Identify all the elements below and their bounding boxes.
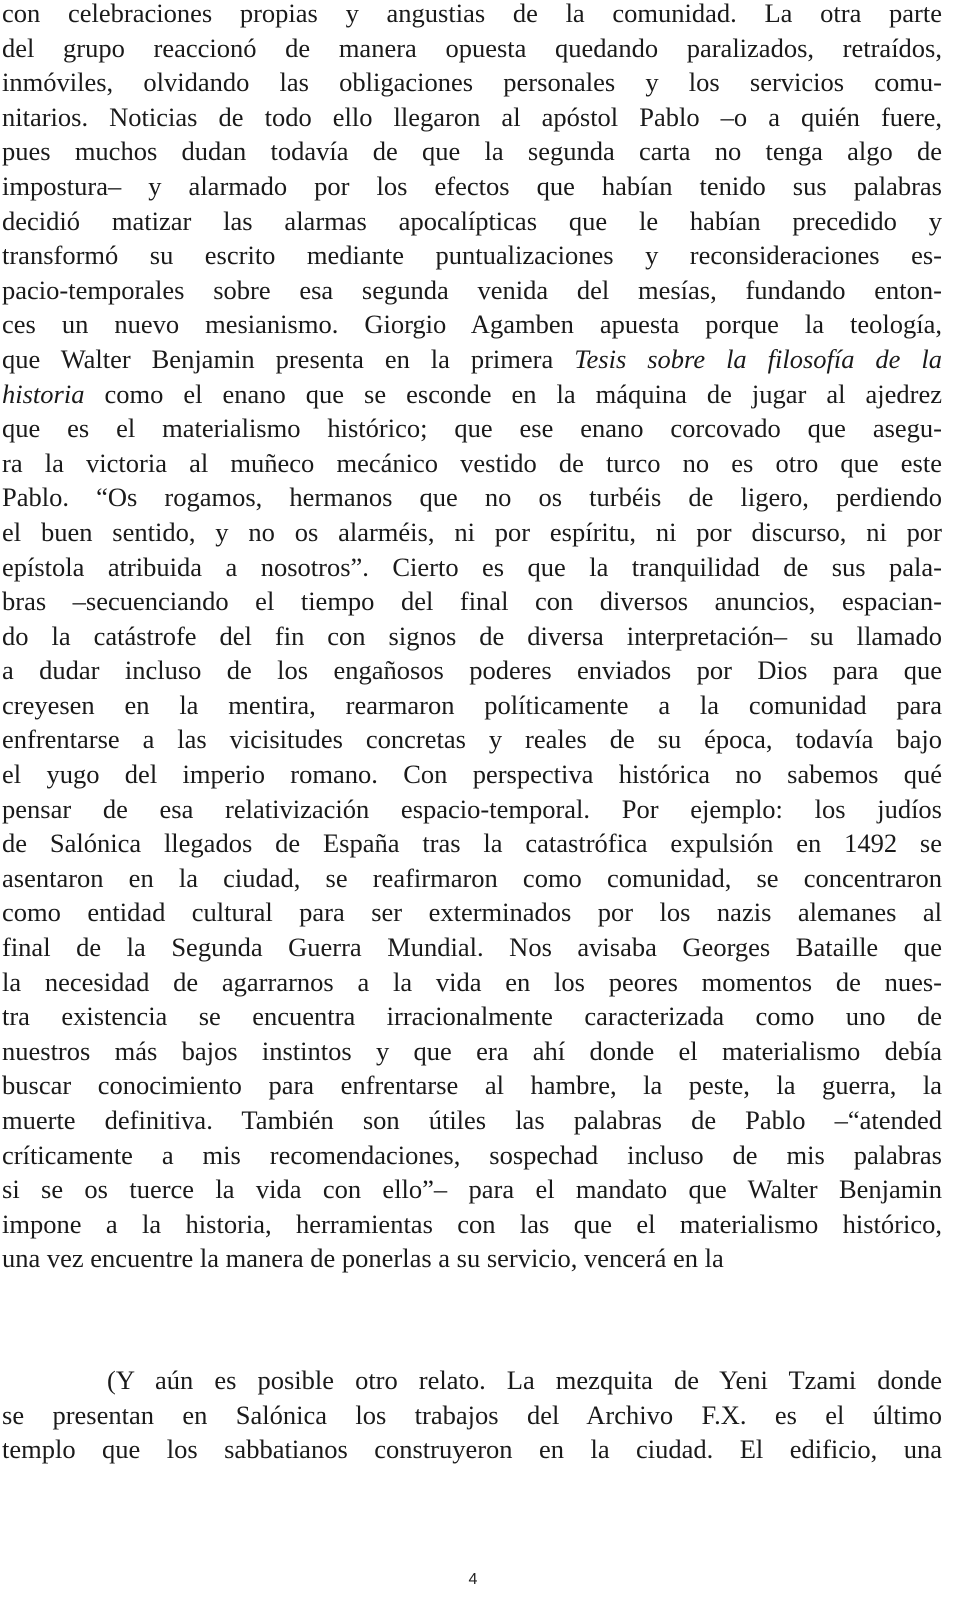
text-line: críticamente a mis recomendaciones, sospechad incluso de mis palabras [2, 1139, 942, 1170]
text-segment: como el enano que se esconde en la máquina de jugar al ajedrez [84, 378, 942, 409]
text-line: asentaron en la ciudad, se reafirmaron como comunidad, se concentraron [2, 862, 942, 893]
text-line: epístola atribuida a nosotros”. Cierto es que la tranquilidad de sus pala- [2, 551, 942, 582]
text-line: buscar conocimiento para enfrentarse al hambre, la peste, la guerra, la [2, 1070, 942, 1101]
text-line: nitarios. Noticias de todo ello llegaron al apóstol Pablo –o a quién fuere, [2, 101, 942, 132]
text-line: pensar de esa relativización espacio-temporal. Por ejemplo: los judíos [2, 793, 942, 824]
text-line: ra la victoria al muñeco mecánico vestido de turco no es otro que este [2, 447, 942, 478]
text-line: con celebraciones propias y angustias de la comunidad. La otra parte [2, 0, 942, 28]
text-line-with-title [2, 342, 942, 377]
text-line: inmóviles, olvidando las obligaciones personales y los servicios comu- [2, 67, 942, 98]
text-line: do la catástrofe del fin con signos de diversa interpretación– su llamado [2, 620, 942, 651]
text-line: tra existencia se encuentra irracionalmente caracterizada como uno de [2, 1001, 942, 1032]
text-line-with-title [2, 377, 942, 412]
text-line: (Y aún es posible otro relato. La mezquita de Yeni Tzami donde [107, 1365, 942, 1395]
text-line: templo que los sabbatianos construyeron en la ciudad. El edificio, una [2, 1434, 942, 1465]
text-line: impone a la historia, herramientas con las que el materialismo histórico, [2, 1208, 942, 1239]
text-line: bras –secuenciando el tiempo del final con diversos anuncios, espacian- [2, 586, 942, 617]
text-segment: que Walter Benjamin presenta en la primera [2, 343, 575, 374]
text-line: se presentan en Salónica los trabajos del Archivo F.X. es el último [2, 1399, 942, 1430]
text-line: el yugo del imperio romano. Con perspectiva histórica no sabemos qué [2, 759, 942, 790]
text-line: pacio-temporales sobre esa segunda venida del mesías, fundando enton- [2, 274, 942, 305]
body-paragraph-2 [2, 1363, 942, 1467]
text-line: si se os tuerce la vida con ello”– para el mandato que Walter Benjamin [2, 1174, 942, 1205]
book-title-italic: historia [2, 378, 85, 409]
text-line: la necesidad de agarrarnos a la vida en los peores momentos de nues- [2, 966, 942, 997]
text-line: a dudar incluso de los engañosos poderes enviados por Dios para que [2, 655, 942, 686]
text-line: como entidad cultural para ser exterminados por los nazis alemanes al [2, 897, 942, 928]
text-line: impostura– y alarmado por los efectos que habían tenido sus palabras [2, 170, 942, 201]
page-number: 4 [468, 1571, 478, 1588]
text-line: el buen sentido, y no os alarméis, ni por espíritu, ni por discurso, ni por [2, 516, 942, 547]
text-line: nuestros más bajos instintos y que era ahí donde el materialismo debía [2, 1035, 942, 1066]
text-line: del grupo reaccionó de manera opuesta quedando paralizados, retraídos, [2, 32, 942, 63]
text-line: muerte definitiva. También son útiles las palabras de Pablo –“atended [2, 1105, 942, 1135]
text-line: decidió matizar las alarmas apocalípticas que le habían precedido y [2, 205, 942, 236]
text-line: ces un nuevo mesianismo. Giorgio Agamben apuesta porque la teología, [2, 309, 942, 340]
body-paragraph-1 [2, 0, 942, 1276]
book-title-italic: Tesis sobre la filosofía de la [574, 343, 943, 374]
text-line: final de la Segunda Guerra Mundial. Nos avisaba Georges Bataille que [2, 932, 942, 963]
text-line: Pablo. “Os rogamos, hermanos que no os turbéis de ligero, perdiendo [2, 482, 942, 513]
text-line: enfrentarse a las vicisitudes concretas y reales de su época, todavía bajo [2, 724, 942, 755]
text-line: creyesen en la mentira, rearmaron políticamente a la comunidad para [2, 689, 942, 720]
text-line: pues muchos dudan todavía de que la segunda carta no tenga algo de [2, 136, 942, 167]
text-line: de Salónica llegados de España tras la catastrófica expulsión en 1492 se [2, 828, 942, 859]
text-line: una vez encuentre la manera de ponerlas a su servicio, vencerá en la [2, 1243, 724, 1274]
text-line: transformó su escrito mediante puntualizaciones y reconsideraciones es- [2, 240, 942, 271]
text-line: que es el materialismo histórico; que ese enano corcovado que asegu- [2, 413, 942, 444]
